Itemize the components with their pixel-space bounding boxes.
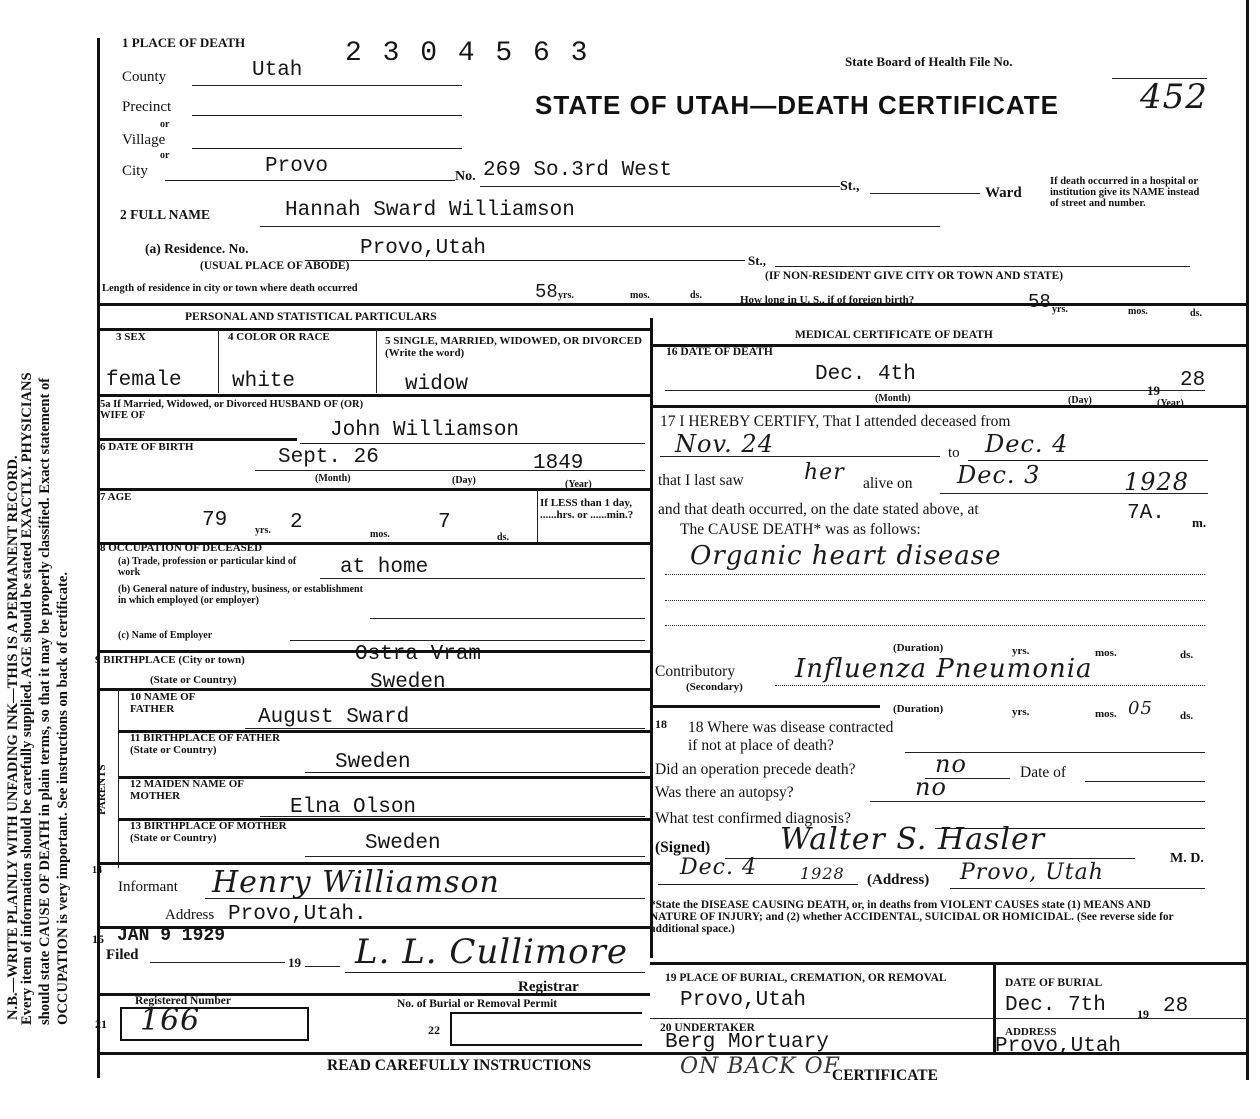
cause-line-3 [665,625,1205,626]
city-line [165,180,455,181]
occupation-heading: 8 OCCUPATION OF DECEASED [100,542,263,554]
cause-line-1 [665,574,1205,575]
death-year: 28 [1180,369,1206,392]
nonresident-label: (IF NON-RESIDENT GIVE CITY OR TOWN AND STATE) [765,270,1064,282]
informant-label: Informant [118,879,178,895]
occ-a-label: (a) Trade, profession or particular kind of work [118,556,297,578]
footer-stamp: ON BACK OF [680,1054,840,1079]
burial-date-value: Dec. 7th [1005,994,1106,1017]
length-yrs: yrs. [558,290,574,301]
less-than-label: If LESS than 1 day, ......hrs. or ......min.? [540,497,634,521]
physician-address-label: (Address) [867,872,930,888]
signed-year: 1928 [800,864,845,883]
filed-label: Filed [106,947,139,963]
signed-date: Dec. 4 [680,855,757,880]
registrar-signature: L. L. Cullimore [355,932,629,972]
precinct-label: Precinct [122,99,172,115]
attended-to: Dec. 4 [985,430,1069,458]
st-label: St., [840,179,860,194]
occ-a-line [320,578,645,579]
physician-signature: Walter S. Hasler [780,822,1046,857]
registrar-label: Registrar [518,979,579,995]
residence-st: St., [748,253,767,268]
form-title: STATE OF UTAH—DEATH CERTIFICATE [535,90,1059,120]
informant-line [205,898,645,899]
alive-on-label: alive on [863,475,913,492]
us-mos: mos. [1128,306,1148,317]
sex-value: female [106,369,182,392]
street-line [480,186,840,187]
county-value: Utah [252,59,303,82]
sidebar-line-0: N.B.—WRITE PLAINLY WITH UNFADING INK—THIS IS A PERMANENT RECORD. [5,455,21,1020]
city-value: Provo [265,155,329,178]
father-bp-label: 11 BIRTHPLACE OF FATHER (State or Country) [130,732,281,756]
operation-value: no [935,750,967,778]
duration-ds-2: ds. [1180,710,1194,722]
occ-a-value: at home [340,556,429,579]
q18-num: 18 [655,717,667,731]
sidebar-line-3: OCCUPATION is very important. See instructions on back of certificate. [55,571,71,1025]
attended-from-line [660,456,940,457]
frame-middle [650,318,653,958]
rule-18-part [650,705,880,708]
rule-5a [97,394,650,397]
age-divider [537,488,538,543]
burial-date-label: DATE OF BURIAL [1005,977,1103,989]
ward-label: Ward [985,185,1022,201]
full-name-value: Hannah Sward Williamson [285,199,575,222]
signed-line [725,858,1135,859]
burial-permit-box [450,1012,642,1046]
physician-address: Provo, Utah [960,860,1104,885]
age-days: 7 [438,511,451,534]
city-label: City [122,163,148,179]
birthplace-country: Sweden [370,671,446,694]
duration-mos-1: mos. [1095,647,1117,659]
cause-line-2 [665,600,1205,601]
test-label: What test confirmed diagnosis? [655,810,851,827]
full-name-label: 2 FULL NAME [120,207,211,222]
duration-ds-1: ds. [1180,649,1194,661]
num-22: 22 [428,1023,440,1037]
registrar-line [345,972,645,973]
informant-num: 14 [92,865,102,876]
birthplace-city: Ostra Vram [355,643,482,666]
county-label: County [122,69,167,85]
autopsy-value: no [915,773,947,801]
mother-bp-value: Sweden [365,832,441,855]
color-value: white [232,370,296,393]
operation-label: Did an operation precede death? [655,761,856,778]
duration-yrs-1: yrs. [1012,645,1030,657]
duration-label-2: (Duration) [893,703,944,715]
dob-year-caption: (Year) [565,479,592,490]
certify-label: 17 I HEREBY CERTIFY, That I attended deceased from [660,413,1011,430]
rule-20 [650,1018,1247,1019]
undertaker-address-label: ADDRESS [1005,1026,1057,1038]
undertaker-value: Berg Mortuary [665,1031,829,1054]
us-years: 58 [1028,291,1051,313]
dob-month-caption: (Month) [315,473,351,484]
color-divider [376,328,377,393]
cause-value: Organic heart disease [690,541,1002,571]
mother-bp-line [305,856,645,857]
sidebar-line-1: Every item of information should be carefully supplied. AGE should be stated EXACTLY. PHYSICIANS [19,372,35,1025]
signed-label: (Signed) [655,839,711,856]
length-years: 58 [535,281,558,303]
birthplace-state-caption: (State or Country) [150,674,237,686]
length-mos: mos. [630,290,650,301]
duration-mos-2: mos. [1095,708,1117,720]
village-label: Village [122,132,166,148]
contributory-value: Influenza Pneumonia [795,654,1093,684]
age-years: 79 [202,509,228,532]
color-label: 4 COLOR OR RACE [228,331,330,343]
father-line [245,728,645,729]
us-ds: ds. [1190,308,1202,319]
burial-place-value: Provo,Utah [680,989,807,1012]
mother-bp-label: 13 BIRTHPLACE OF MOTHER (State or Country) [130,820,287,844]
contracted-label-2: if not at place of death? [688,737,834,754]
contracted-label: 18 Where was disease contracted [688,719,894,736]
father-label: 10 NAME OF FATHER [130,691,195,715]
length-ds: ds. [690,290,702,301]
occ-b-label: (b) General nature of industry, business, or establishment in which employed (or employer) [118,584,363,606]
county-line [192,85,462,86]
medical-header: MEDICAL CERTIFICATE OF DEATH [795,329,993,341]
undertaker-label: 20 UNDERTAKER [660,1022,755,1034]
certificate-number: 2 3 0 4 5 6 3 [345,38,590,69]
precinct-line [192,115,462,116]
duration-yrs-2: yrs. [1012,706,1030,718]
last-saw-label: that I last saw [658,472,744,489]
filed-date: JAN 9 1929 [117,926,226,946]
dob-year: 1849 [533,452,584,475]
spouse-line [300,443,645,444]
no-label: No. [455,169,476,184]
registered-label: Registered Number [135,995,231,1007]
age-yrs: yrs. [255,525,271,536]
death-time-suffix: m. [1192,515,1207,530]
filed-year-prefix: 19 [288,955,301,970]
marital-label: 5 SINGLE, MARRIED, WIDOWED, OR DIVORCED (Write the word) [385,335,642,359]
full-name-line [260,226,940,227]
mother-label: 12 MAIDEN NAME OF MOTHER [130,778,244,802]
us-yrs: yrs. [1052,304,1068,315]
autopsy-label: Was there an autopsy? [655,784,794,801]
occ-c-line [290,640,645,641]
spouse-value: John Williamson [330,419,520,442]
dob-day-caption: (Day) [452,475,476,486]
residence-label: (a) Residence. No. [145,241,249,256]
last-saw-date: Dec. 3 [957,461,1041,489]
sex-label: 3 SEX [116,331,146,343]
filed-line [150,962,285,963]
age-ds: ds. [497,532,509,543]
occ-b-line [370,618,645,619]
md-label: M. D. [1170,851,1204,866]
cause-label: The CAUSE DEATH* was as follows: [680,521,921,538]
date-of-label: Date of [1020,764,1067,781]
sex-divider [218,328,219,393]
burial-year: 28 [1163,995,1189,1018]
filed-year-line [305,966,340,967]
residence-st-line [775,266,1190,267]
birthplace-label: 9 BIRTHPLACE (City or town) [95,654,245,666]
burial-year-prefix: 19 [1137,1007,1149,1021]
registered-number: 166 [140,1003,201,1038]
frame-left [97,38,100,1078]
death-day-caption: (Day) [1068,395,1092,406]
contributory-line [775,685,1205,686]
death-year-caption: (Year) [1157,398,1184,409]
secondary-label: (Secondary) [686,681,743,693]
signed-date-line [658,884,858,885]
rule-7 [97,488,650,491]
residence-value: Provo,Utah [360,237,487,260]
informant-address-label: Address [165,907,215,923]
place-of-death-heading: 1 PLACE OF DEATH [122,35,246,50]
burial-permit-label: No. of Burial or Removal Permit [397,998,558,1010]
date-of-death-value: Dec. 4th [815,363,916,386]
last-saw-her: her [804,460,845,485]
personal-header: PERSONAL AND STATISTICAL PARTICULARS [185,311,437,323]
village-line [192,148,462,149]
rule-17 [650,405,1247,408]
occ-c-label: (c) Name of Employer [118,630,213,641]
spouse-label: 5a If Married, Widowed, or Divorced HUSBAND OF (OR) WIFE OF [100,399,364,422]
age-mos: mos. [370,529,390,540]
footer-left: READ CAREFULLY INSTRUCTIONS [327,1057,592,1074]
contributory-label: Contributory [655,663,736,680]
age-label: 7 AGE [100,491,132,503]
informant-address: Provo,Utah. [228,903,367,926]
parents-label: PARENTS [96,764,108,815]
cause-footnote: *State the DISEASE CAUSING DEATH, or, in deaths from VIOLENT CAUSES state (1) MEANS AND NATURE OF INJURY; and (2) whether ACCIDENTAL, SUICIDAL OR HOMICIDAL. (See reverse side for additional space.) [650,899,1174,936]
attended-from: Nov. 24 [675,430,774,458]
last-saw-year: 1928 [1124,468,1190,496]
death-time: 7A. [1127,502,1165,525]
death-month-caption: (Month) [875,393,911,404]
hospital-note: If death occurred in a hospital or institution give its NAME instead of street and number. [1050,176,1200,210]
length-label: Length of residence in city or town where death occurred [102,283,358,294]
num-21: 21 [95,1017,107,1031]
to-label: to [948,445,960,461]
st-line [870,193,980,194]
rule-19 [650,962,1247,965]
father-bp-line [305,772,645,773]
abode-label: (USUAL PLACE OF ABODE) [200,260,350,272]
physician-address-line [950,888,1205,889]
us-label: How long in U. S., if of foreign birth? [740,294,915,306]
last-saw-line [940,493,1208,494]
mother-line [260,816,645,817]
occurred-label: and that death occurred, on the date stated above, at [658,501,979,518]
rule-personal-top [97,303,1247,306]
date-of-death-label: 16 DATE OF DEATH [666,346,773,358]
father-bp-value: Sweden [335,751,411,774]
or-2: or [160,150,170,161]
rule-personal-header [97,328,650,331]
footer-right: CERTIFICATE [832,1067,938,1084]
marital-value: widow [405,373,469,396]
sidebar-line-2: should state CAUSE OF DEATH in plain terms, so that it may be properly classified. Exact statement of [37,377,53,1025]
undertaker-address: Provo,Utah [995,1035,1122,1058]
file-no-label: State Board of Health File No. [845,54,1013,69]
father-value: August Sward [258,706,410,729]
age-months: 2 [290,511,303,534]
frame-right [1246,0,1249,1080]
filed-num: 15 [92,932,104,946]
contributory-duration: 05 [1128,698,1153,719]
date-of-line [1085,781,1205,782]
autopsy-line [870,801,1205,802]
dob-label: 6 DATE OF BIRTH [100,441,194,453]
burial-place-label: 19 PLACE OF BURIAL, CREMATION, OR REMOVAL [665,972,947,984]
death-date-line [665,390,1205,391]
residence-line [305,260,745,261]
or-1: or [160,119,170,130]
file-no-value: 452 [1140,77,1208,117]
death-year-prefix: 19 [1147,383,1160,398]
duration-label-1: (Duration) [893,642,944,654]
street-value: 269 So.3rd West [483,159,673,182]
dob-month: Sept. 26 [278,446,379,469]
mother-value: Elna Olson [290,796,417,819]
informant-signature: Henry Williamson [212,865,500,900]
dob-line [255,470,645,471]
